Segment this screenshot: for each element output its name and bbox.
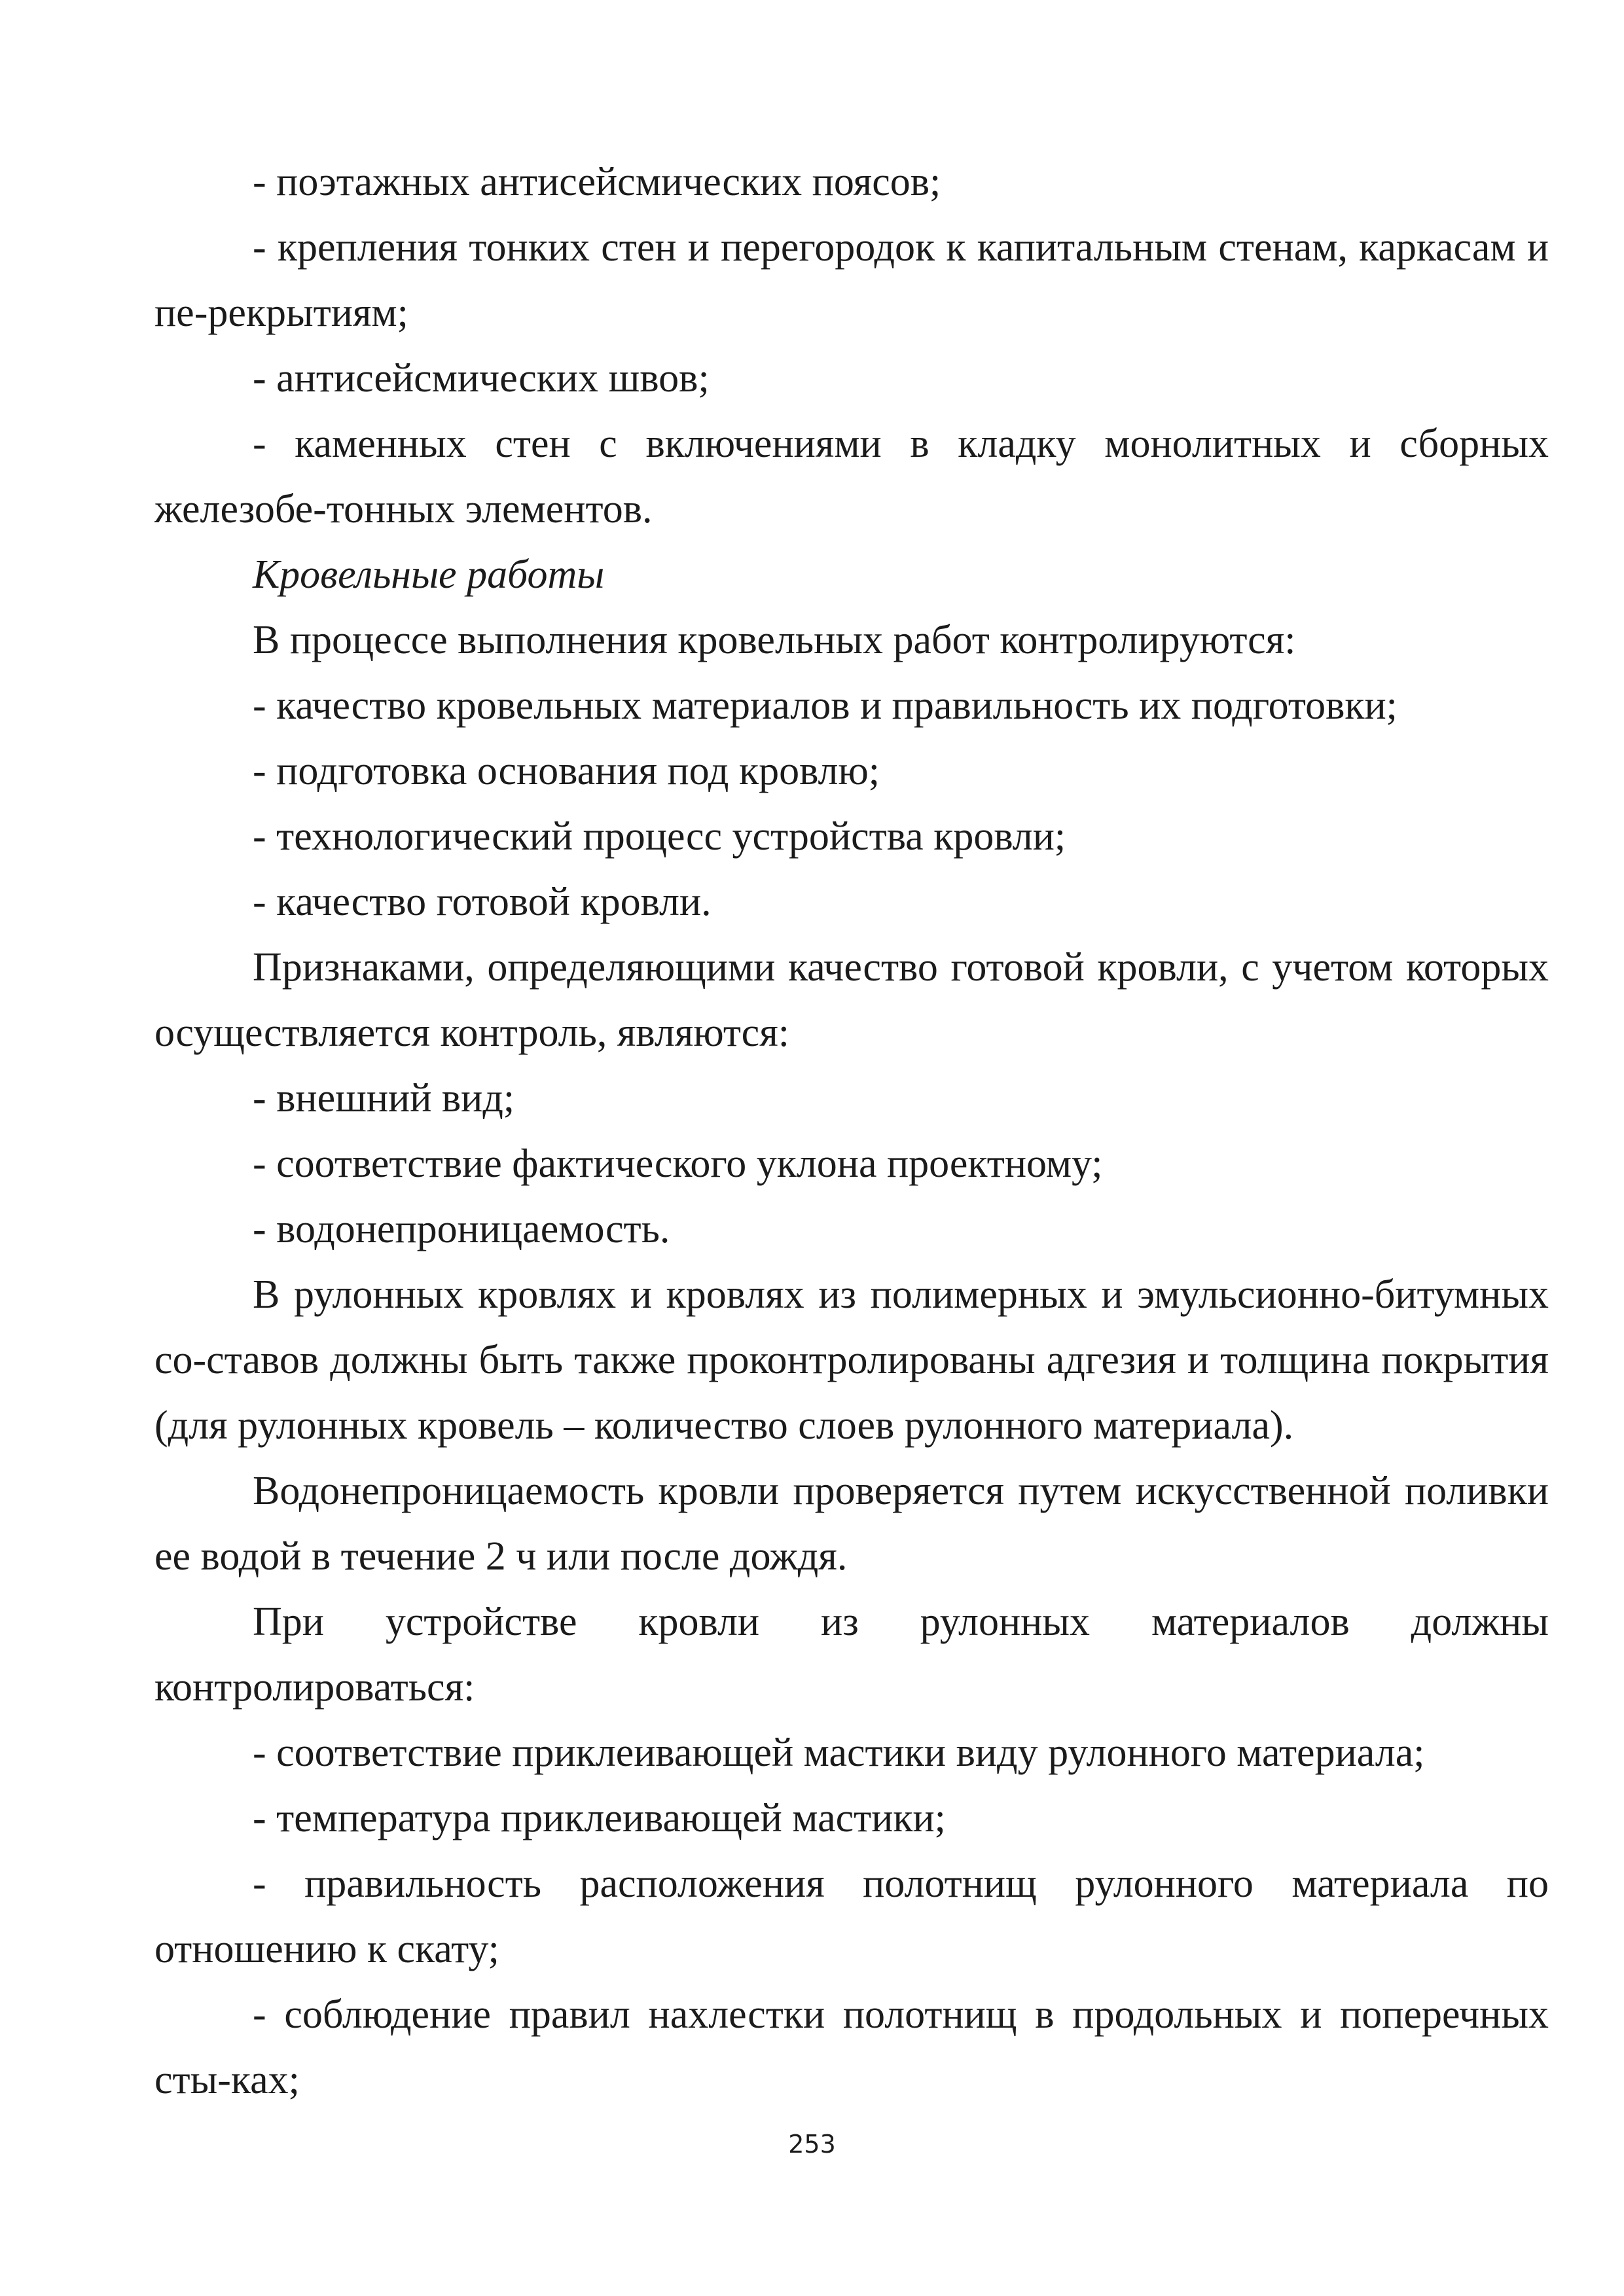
paragraph: - антисейсмических швов; xyxy=(253,356,710,401)
paragraph: - поэтажных антисейсмических поясов; xyxy=(253,160,941,204)
paragraph: - правильность расположения полотнищ рулонного материала по отношению к скату; xyxy=(154,1861,1549,1971)
paragraph: - технологический процесс устройства кровли; xyxy=(253,814,1066,859)
paragraph: В рулонных кровлях и кровлях из полимерных и эмульсионно-битумных со-ставов должны быть также проконтролированы адгезия и толщина покрытия (для рулонных кровель – количество слоев рулонного материала). xyxy=(154,1272,1549,1448)
paragraph: В процессе выполнения кровельных работ контролируются: xyxy=(253,618,1296,662)
paragraph: - соответствие фактического уклона проектному; xyxy=(253,1141,1103,1186)
paragraph: - качество кровельных материалов и правильность их подготовки; xyxy=(253,683,1398,728)
paragraph: - соблюдение правил нахлестки полотнищ в продольных и поперечных сты-ках; xyxy=(154,1992,1549,2102)
paragraph: - водонепроницаемость. xyxy=(253,1207,670,1251)
paragraph: При устройстве кровли из рулонных материалов должны контролироваться: xyxy=(154,1600,1549,1710)
paragraph: - каменных стен с включениями в кладку монолитных и сборных железобе-тонных элементов. xyxy=(154,422,1549,531)
body-text xyxy=(154,149,1549,2113)
paragraph: Признаками, определяющими качество готовой кровли, с учетом которых осуществляется контроль, являются: xyxy=(154,945,1549,1055)
paragraph: - внешний вид; xyxy=(253,1076,515,1121)
paragraph: - температура приклеивающей мастики; xyxy=(253,1796,946,1840)
paragraph: - качество готовой кровли. xyxy=(253,880,712,924)
paragraph: Водонепроницаемость кровли проверяется путем искусственной поливки ее водой в течение 2 ч или после дождя. xyxy=(154,1469,1549,1579)
section-heading: Кровельные работы xyxy=(253,552,605,597)
paragraph: - соответствие приклеивающей мастики виду рулонного материала; xyxy=(253,1731,1425,1775)
paragraph: - крепления тонких стен и перегородок к капитальным стенам, каркасам и пе-рекрытиям; xyxy=(154,225,1549,335)
page-number: 253 xyxy=(788,2130,836,2159)
paragraph: - подготовка основания под кровлю; xyxy=(253,749,880,793)
